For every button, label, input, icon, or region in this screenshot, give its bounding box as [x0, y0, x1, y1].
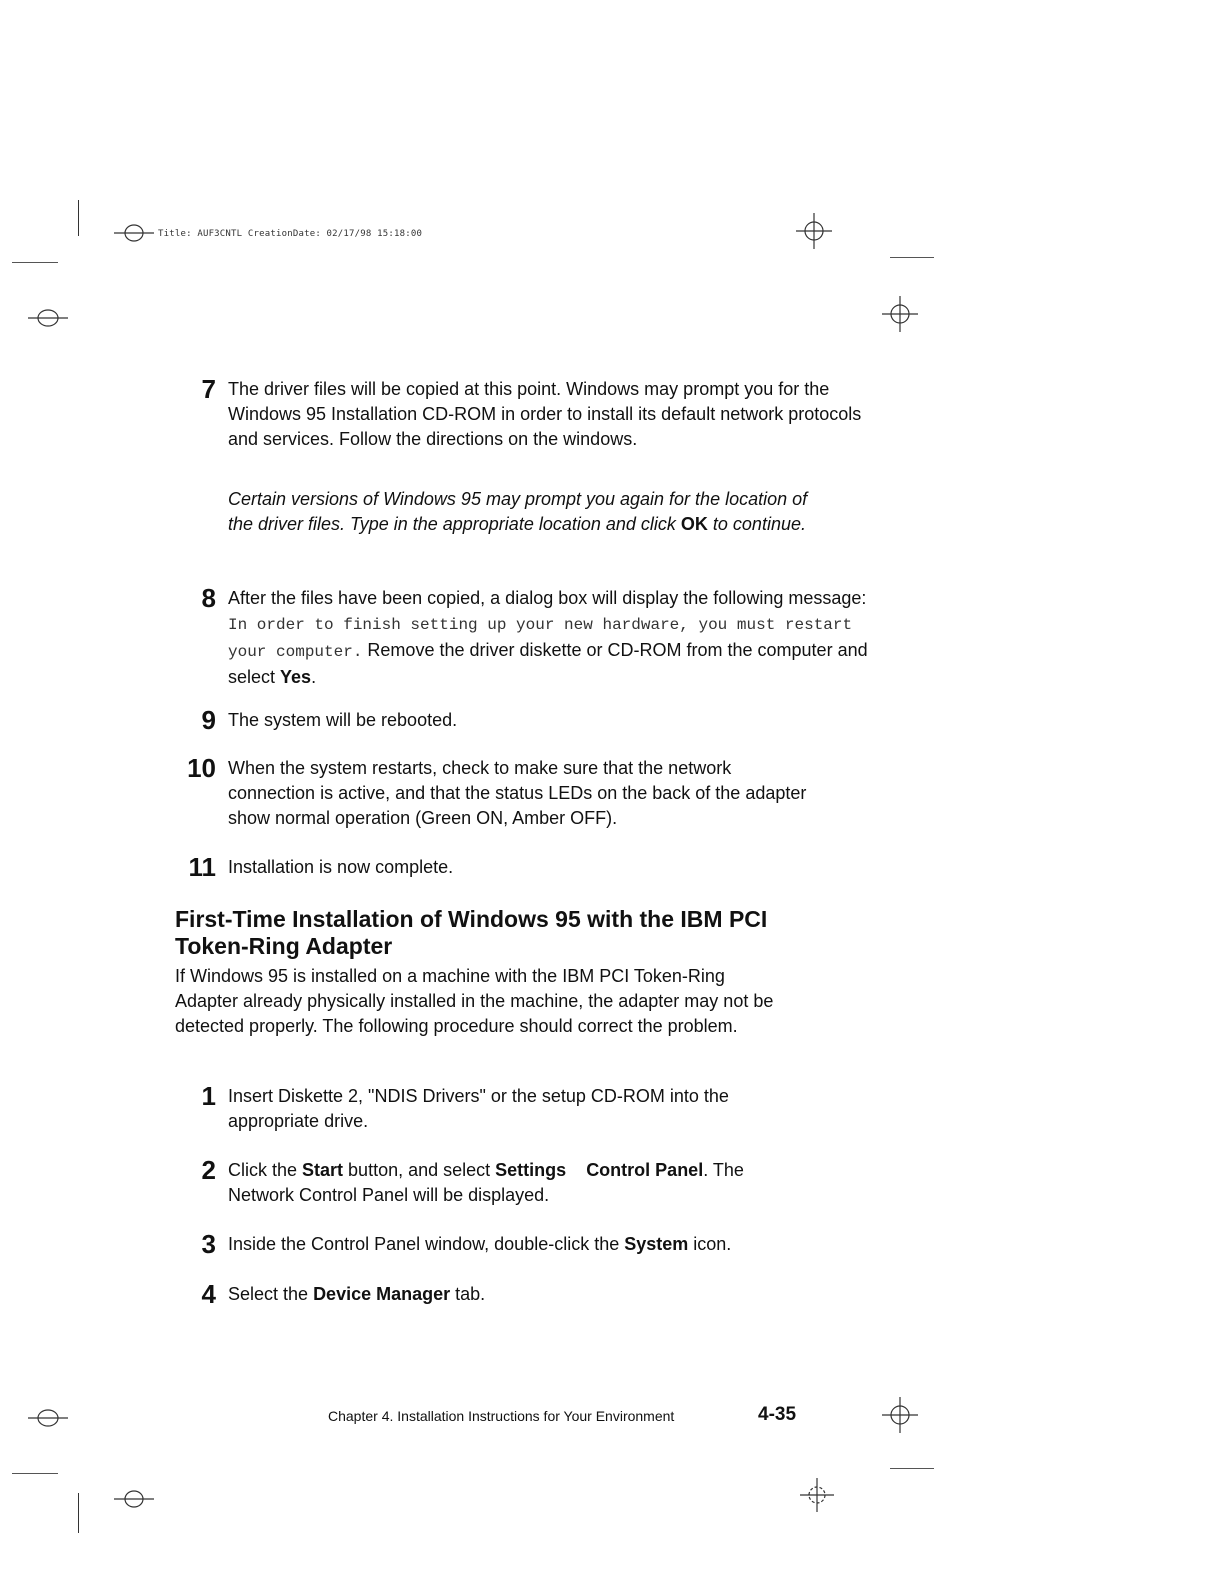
page-number: 4-35: [758, 1404, 797, 1425]
registration-crosshair-icon: [800, 1478, 834, 1512]
section-intro: If Windows 95 is installed on a machine with the IBM PCI Token-Ring Adapter already physically installed in the machine, the adapter may not be detected properly. The following procedure should correct the problem.: [175, 966, 774, 1036]
step-number: 8: [201, 583, 216, 613]
registration-crosshair-icon: [882, 296, 918, 332]
registration-crosshair-icon: [796, 213, 832, 249]
step-text: [228, 586, 868, 690]
system-keyword: System: [624, 1234, 689, 1254]
step-text-end: . The Network Control Panel will be displayed.: [228, 1160, 744, 1205]
step-text: When the system restarts, check to make sure that the network connection is active, and that the status LEDs on the back of the adapter show normal operation (Green ON, Amber OFF).: [228, 758, 807, 828]
note-paragraph: [228, 487, 828, 537]
step-text-end: tab.: [450, 1284, 486, 1304]
footer-chapter-title: Chapter 4. Installation Instructions for Your Environment: [328, 1408, 675, 1424]
step-text-end: .: [311, 667, 317, 687]
ok-keyword: OK: [680, 514, 708, 534]
step-number: 9: [201, 705, 216, 735]
registration-mark-icon: [28, 306, 68, 330]
crop-line-bottom-left: [78, 1493, 79, 1533]
crop-line-top-left: [78, 200, 79, 236]
step-text: Installation is now complete.: [228, 857, 454, 877]
registration-mark-icon: [114, 1488, 154, 1510]
crop-line-right-bottom: [890, 1468, 934, 1469]
step-text-end: icon.: [688, 1234, 732, 1254]
step-text-middle: button, and select: [343, 1160, 496, 1180]
crop-line-left-top: [12, 262, 58, 263]
step-text-start: Select the: [228, 1284, 314, 1304]
step-text: Insert Diskette 2, "NDIS Drivers" or the setup CD-ROM into the appropriate drive.: [228, 1086, 729, 1131]
step-text: [228, 1232, 868, 1257]
settings-keyword: Settings: [495, 1160, 567, 1180]
step-number: 4: [201, 1279, 216, 1309]
note-text-end: to continue.: [707, 514, 806, 534]
step-number: 11: [188, 852, 216, 882]
note-text: Certain versions of Windows 95 may prompt you again for the location of the driver files. Type in the appropriate location and click: [228, 489, 808, 534]
section-heading: First-Time Installation of Windows 95 with the IBM PCI Token-Ring Adapter: [175, 906, 768, 959]
step-text: [228, 1282, 868, 1307]
crop-line-right-top: [890, 257, 934, 258]
start-keyword: Start: [302, 1160, 344, 1180]
registration-crosshair-icon: [882, 1397, 918, 1433]
step-number: 10: [187, 753, 216, 783]
yes-keyword: Yes: [280, 667, 312, 687]
step-text: The driver files will be copied at this point. Windows may prompt you for the Windows 95 Installation CD-ROM in order to install its default network protocols and services. Follow the directions on the windows.: [228, 379, 862, 449]
registration-mark-icon: [28, 1406, 68, 1430]
step-text-middle: Remove the driver diskette or CD-ROM from the computer and select: [228, 640, 868, 687]
menu-separator: [566, 1160, 586, 1180]
crop-line-left-bottom: [12, 1473, 58, 1474]
step-text-start: Inside the Control Panel window, double-click the: [228, 1234, 625, 1254]
creation-metadata: Title: AUF3CNTL CreationDate: 02/17/98 15:18:00: [158, 229, 423, 239]
dialog-message: In order to finish setting up your new hardware, you must restart your computer.: [228, 616, 853, 661]
step-text: [228, 1158, 788, 1208]
step-text: The system will be rebooted.: [228, 710, 458, 730]
step-number: 2: [201, 1155, 216, 1185]
step-text-start: Click the: [228, 1160, 303, 1180]
step-number: 1: [201, 1081, 216, 1111]
step-number: 7: [201, 374, 216, 404]
step-text-start: After the files have been copied, a dialog box will display the following message:: [228, 588, 867, 608]
device-manager-keyword: Device Manager: [313, 1284, 451, 1304]
registration-mark-icon: [114, 222, 154, 244]
step-number: 3: [201, 1229, 216, 1259]
control-panel-keyword: Control Panel: [586, 1160, 704, 1180]
